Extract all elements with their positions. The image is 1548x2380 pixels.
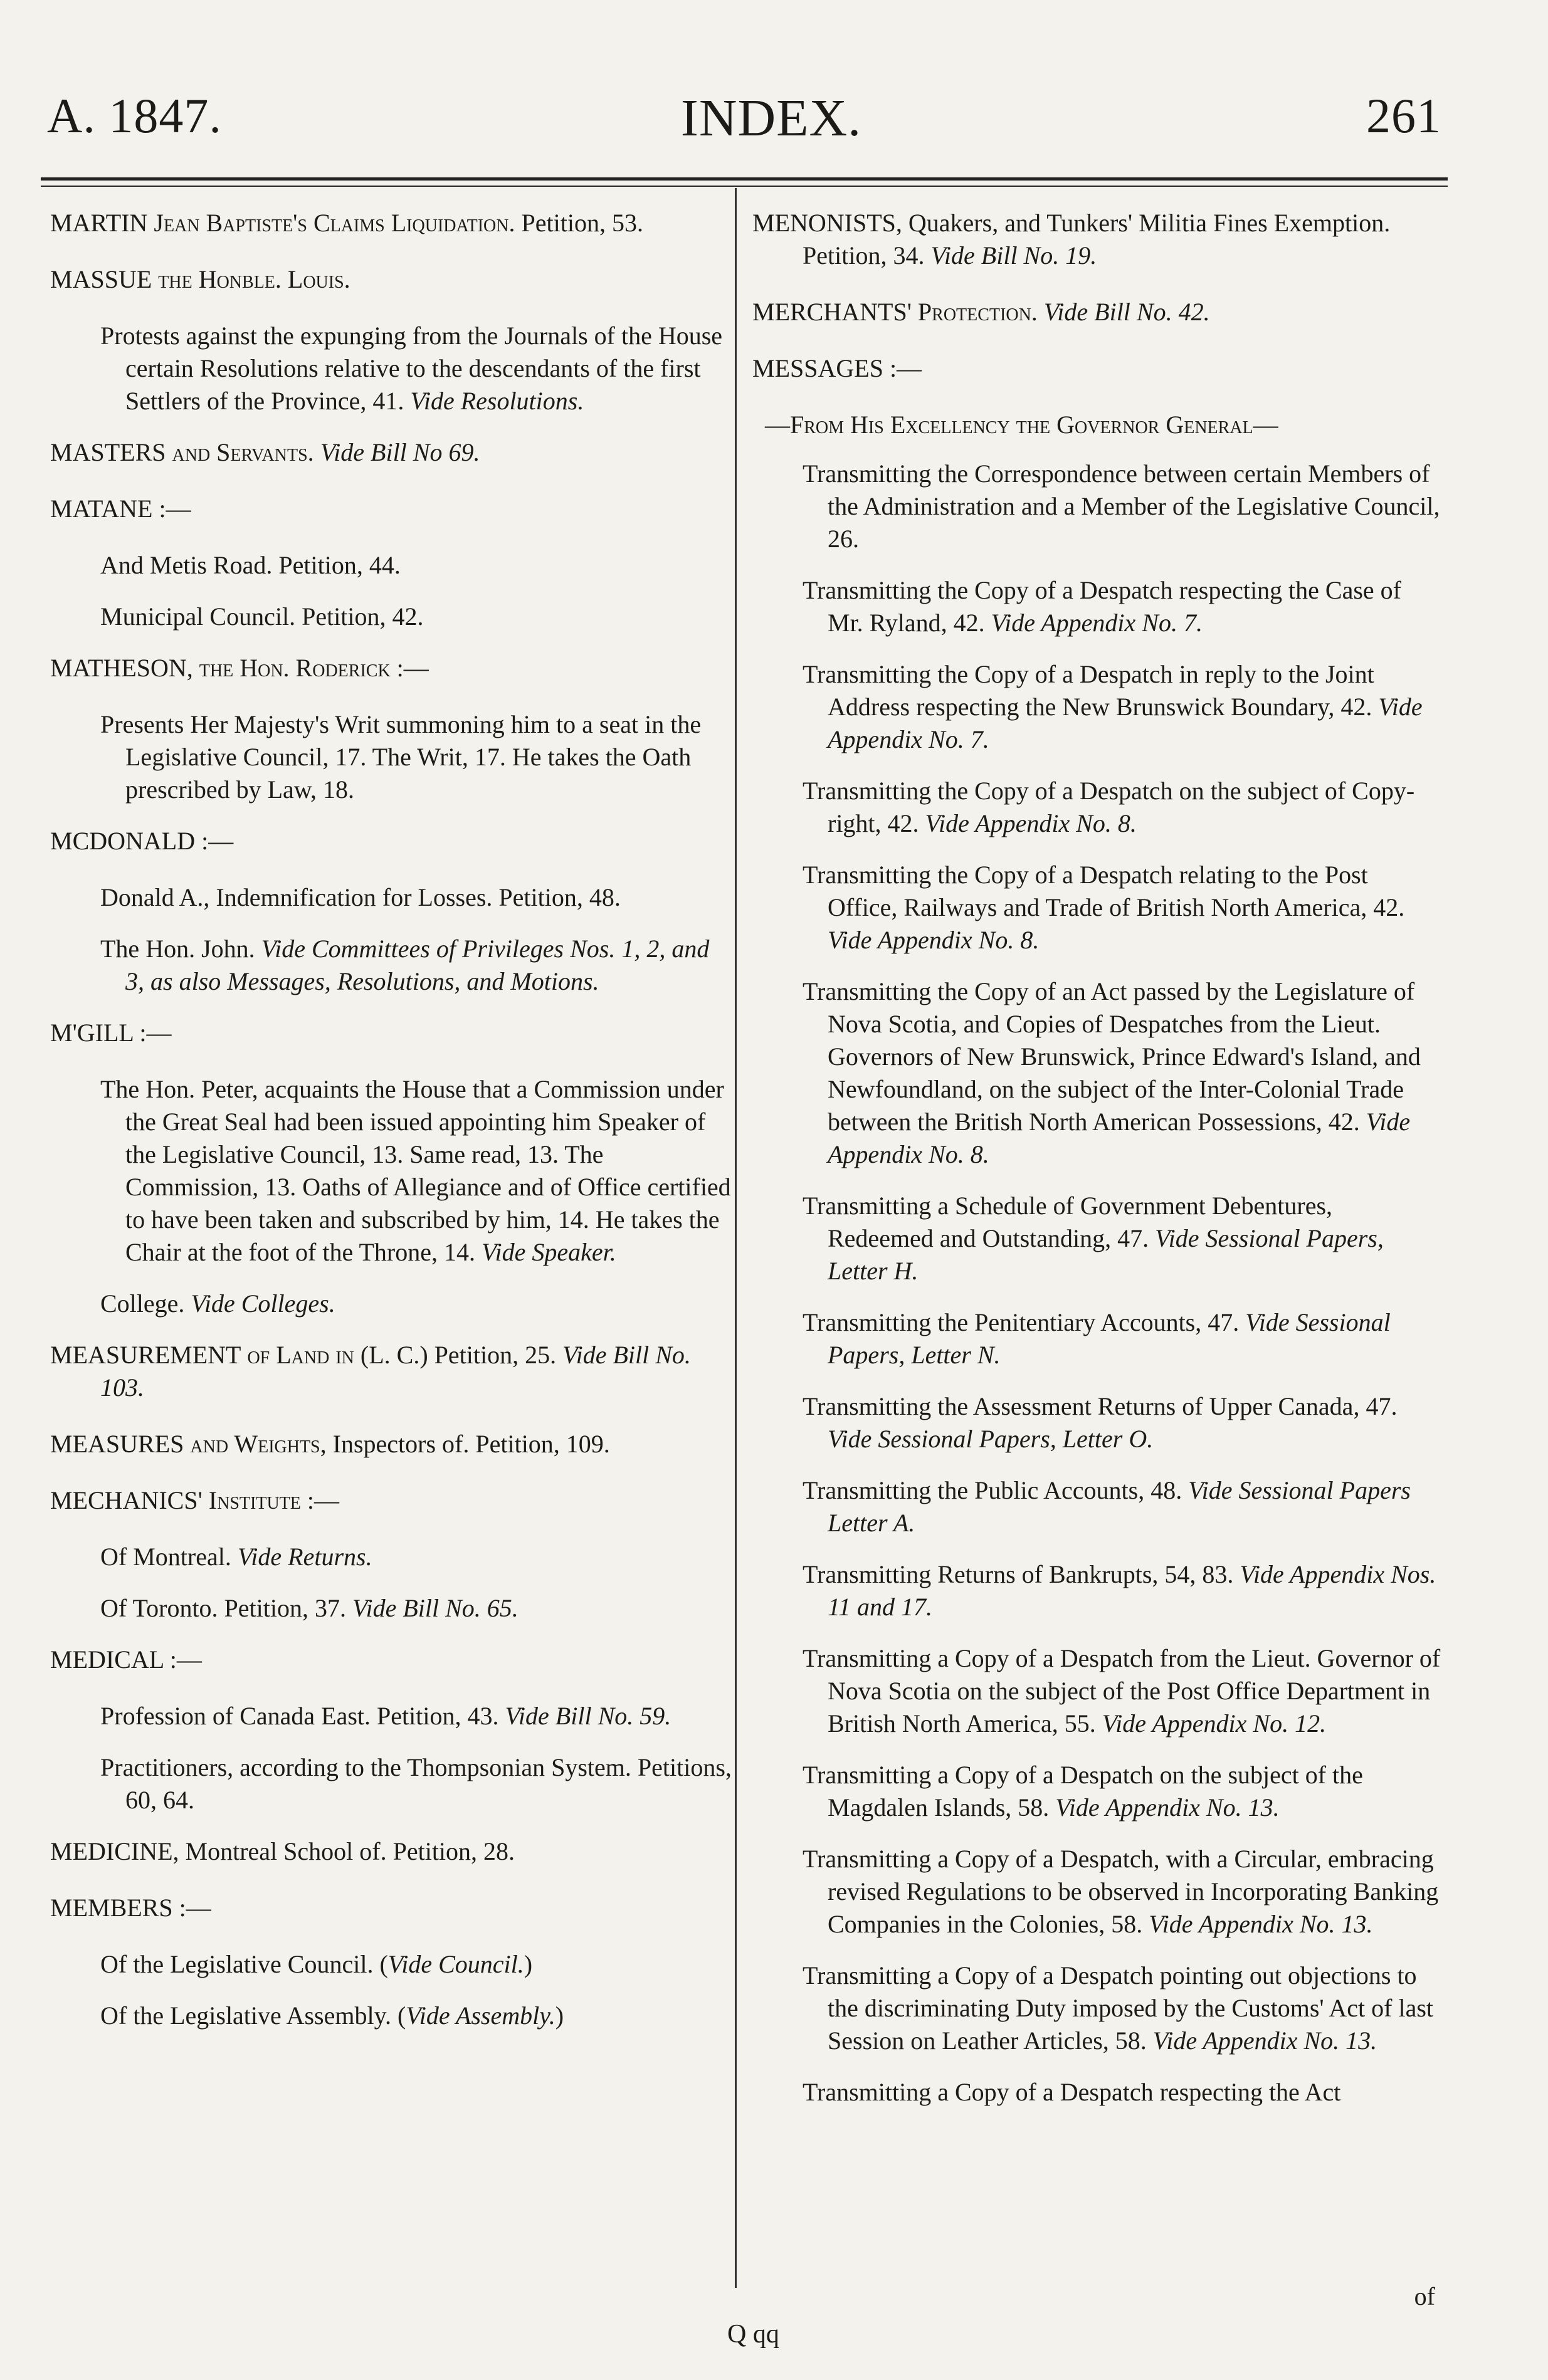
index-entry bbox=[50, 207, 734, 239]
subentry-reference: Vide Speaker. bbox=[475, 1238, 616, 1266]
subentry-text: Presents Her Majesty's Writ summoning him to a seat in the Legislative Council, 17. The Writ, 17. He takes the Oath prescribed by Law, 18. bbox=[100, 710, 702, 804]
entry-text: Inspectors of. Petition, 109. bbox=[326, 1430, 610, 1458]
entry-qualifier: Protection. bbox=[911, 298, 1038, 326]
index-subentry bbox=[803, 1642, 1442, 1740]
entry-reference: Vide Bill No. 103. bbox=[100, 1341, 691, 1402]
subentry-text: Transmitting the Copy of an Act passed by the Legislature of Nova Scotia, and Copies of Despatches from the Lieut. Governors of New Brunswick, Prince Edward's Island, and Newfoundland, on the subject of the Inter-Colonial Trade between the British North American Possessions, 42. bbox=[803, 977, 1421, 1136]
subentry-text: Transmitting the Copy of a Despatch respecting the Case of Mr. Ryland, 42. bbox=[803, 576, 1401, 637]
right-column bbox=[752, 207, 1442, 2127]
subentry-text: Transmitting a Copy of a Despatch pointing out objections to the discriminating Duty imposed by the Customs' Act of last Session on Leather Articles, 58. bbox=[803, 1961, 1434, 2055]
entry-reference: Vide Bill No 69. bbox=[313, 438, 480, 466]
index-subentry bbox=[803, 1558, 1442, 1623]
entry-qualifier: of Land in bbox=[241, 1341, 354, 1369]
subentry-text: Donald A., Indemnification for Losses. Petition, 48. bbox=[100, 883, 621, 911]
index-entry bbox=[50, 1484, 734, 1517]
entry-text: Petition, 53. bbox=[515, 209, 643, 237]
index-subentry bbox=[100, 1948, 734, 1981]
subentry-tail: ) bbox=[524, 1950, 533, 1978]
index-subentry bbox=[100, 1073, 734, 1269]
entry-qualifier: the Honble. Louis. bbox=[152, 265, 350, 293]
entry-reference: Vide Bill No. 19. bbox=[924, 241, 1097, 270]
subentry-text: Transmitting a Schedule of Government Debentures, Redeemed and Outstanding, 47. bbox=[803, 1192, 1333, 1252]
index-subentry bbox=[100, 1751, 734, 1816]
subentry-reference: Vide Appendix No. 8. bbox=[919, 809, 1137, 837]
index-subentry bbox=[100, 881, 734, 914]
subentry-reference: Vide Assembly. bbox=[406, 2001, 555, 2030]
index-entry bbox=[752, 352, 1442, 385]
entry-headword: MEASUREMENT bbox=[50, 1341, 241, 1369]
subentry-text: Profession of Canada East. Petition, 43. bbox=[100, 1702, 499, 1730]
column-divider bbox=[735, 188, 737, 2288]
index-subentry bbox=[803, 1306, 1442, 1371]
entry-subheading bbox=[765, 409, 1442, 441]
subentry-reference: Vide Sessional Papers Letter A. bbox=[828, 1476, 1411, 1537]
entry-headword: MEDICAL :— bbox=[50, 1645, 202, 1674]
index-subentry bbox=[100, 320, 734, 417]
subentry-text: Transmitting the Correspondence between certain Members of the Administration and a Member of the Legislative Council, 26. bbox=[803, 459, 1440, 553]
subentry-text: Transmitting a Copy of a Despatch on the subject of the Magdalen Islands, 58. bbox=[803, 1761, 1363, 1822]
index-entry bbox=[50, 1017, 734, 1049]
entry-qualifier: Jean Baptiste's Claims Liquidation. bbox=[147, 209, 515, 237]
subentry-text: Transmitting the Copy of a Despatch in reply to the Joint Address respecting the New Brunswick Boundary, 42. bbox=[803, 660, 1374, 721]
entry-headword: MEASURES bbox=[50, 1430, 184, 1458]
subentry-reference: Vide Appendix No. 7. bbox=[984, 609, 1203, 637]
index-subentry bbox=[100, 708, 734, 806]
header-year: A. 1847. bbox=[47, 88, 222, 143]
entry-text: (L. C.) Petition, 25. bbox=[354, 1341, 557, 1369]
subentry-reference: Vide Appendix No. 8. bbox=[828, 926, 1040, 954]
subentry-reference: Vide Appendix Nos. 11 and 17. bbox=[828, 1560, 1436, 1621]
index-subentry bbox=[803, 975, 1442, 1171]
index-subentry bbox=[803, 1759, 1442, 1824]
subentry-text: College. bbox=[100, 1289, 185, 1318]
index-entry bbox=[50, 825, 734, 857]
index-entry bbox=[752, 296, 1442, 328]
index-entry bbox=[752, 207, 1442, 272]
subentry-text: Of Montreal. bbox=[100, 1543, 231, 1571]
entry-headword: M'GILL :— bbox=[50, 1019, 172, 1047]
subentry-reference: Vide Council. bbox=[387, 1950, 524, 1978]
header-rule-thick bbox=[41, 177, 1448, 181]
subentry-text: Transmitting a Copy of a Despatch from the Lieut. Governor of Nova Scotia on the subject of the Post Office Department in British North America, 55. bbox=[803, 1644, 1441, 1738]
subentry-reference: Vide Returns. bbox=[231, 1543, 372, 1571]
index-entry bbox=[50, 263, 734, 296]
index-subentry bbox=[803, 775, 1442, 840]
index-subentry bbox=[803, 1843, 1442, 1941]
index-subentry bbox=[100, 933, 734, 998]
subentry-text: Municipal Council. Petition, 42. bbox=[100, 602, 424, 631]
index-entry bbox=[50, 436, 734, 469]
subentry-text: Transmitting the Penitentiary Accounts, 47. bbox=[803, 1308, 1240, 1336]
index-entry bbox=[50, 1892, 734, 1924]
index-entry bbox=[50, 1428, 734, 1460]
subentry-reference: Vide Appendix No. 13. bbox=[1142, 1910, 1373, 1938]
index-subentry bbox=[803, 1190, 1442, 1287]
subentry-reference: Vide Appendix No. 13. bbox=[1146, 2026, 1377, 2055]
index-entry bbox=[50, 1339, 734, 1404]
index-subentry bbox=[100, 1700, 734, 1733]
index-subentry bbox=[803, 859, 1442, 957]
subentry-reference: Vide Resolutions. bbox=[404, 387, 584, 415]
subentry-text: Transmitting a Copy of a Despatch, with a Circular, embracing revised Regulations to be observed in Incorporating Banking Companies in the Colonies, 58. bbox=[803, 1845, 1439, 1938]
subentry-text: The Hon. Peter, acquaints the House that a Commission under the Great Seal had been issued appointing him Speaker of the Legislative Council, 13. Same read, 13. The Commission, 13. Oaths of Allegiance and of Office certified to have been taken and subscribed by him, 14. He takes the Chair at the foot of the Throne, 14. bbox=[100, 1075, 731, 1266]
entry-headword: MATHESON, bbox=[50, 654, 193, 682]
catchword: of bbox=[1414, 2282, 1435, 2310]
index-subentry bbox=[803, 1959, 1442, 2057]
index-subentry bbox=[803, 1474, 1442, 1539]
entry-qualifier: and Servants. bbox=[166, 438, 314, 466]
subentry-reference: Vide Appendix No. 12. bbox=[1095, 1709, 1327, 1738]
index-subentry bbox=[803, 574, 1442, 639]
signature-mark: Q qq bbox=[727, 2320, 779, 2349]
index-subentry bbox=[803, 458, 1442, 555]
subentry-text: Transmitting the Copy of a Despatch relating to the Post Office, Railways and Trade of British North America, 42. bbox=[803, 861, 1405, 921]
entry-reference: Vide Bill No. 42. bbox=[1037, 298, 1210, 326]
index-subentry bbox=[100, 549, 734, 582]
subentry-text: Transmitting Returns of Bankrupts, 54, 83. bbox=[803, 1560, 1234, 1588]
subentry-reference: Vide Appendix No. 8. bbox=[828, 1108, 1411, 1168]
subentry-text: Practitioners, according to the Thompsonian System. Petitions, 60, 64. bbox=[100, 1753, 732, 1814]
entry-headword: MASTERS bbox=[50, 438, 166, 466]
index-subentry bbox=[803, 658, 1442, 756]
subheading-text: —From His Excellency the Governor General— bbox=[765, 411, 1278, 439]
subentry-reference: Vide Sessional Papers, Letter H. bbox=[828, 1224, 1384, 1285]
index-subentry bbox=[803, 2076, 1442, 2109]
entry-headword: MENONISTS, bbox=[752, 209, 902, 237]
subentry-reference: Vide Colleges. bbox=[184, 1289, 335, 1318]
index-subentry bbox=[100, 2000, 734, 2032]
left-column bbox=[50, 207, 734, 2051]
subentry-tail: ) bbox=[555, 2001, 564, 2030]
page-number: 261 bbox=[1366, 88, 1441, 143]
subentry-text: Of the Legislative Assembly. ( bbox=[100, 2001, 406, 2030]
subentry-reference: Vide Sessional Papers, Letter N. bbox=[828, 1308, 1391, 1369]
entry-headword: MEDICINE, bbox=[50, 1837, 179, 1865]
subentry-text: And Metis Road. Petition, 44. bbox=[100, 551, 401, 579]
entry-text: Quakers, and Tunkers' Militia Fines Exemption. Petition, 34. bbox=[803, 209, 1391, 270]
entry-qualifier: Institute :— bbox=[202, 1486, 339, 1514]
subentry-text: Protests against the expunging from the Journals of the House certain Resolutions relative to the descendants of the first Settlers of the Province, 41. bbox=[100, 322, 723, 415]
index-entry bbox=[50, 1835, 734, 1868]
index-entry bbox=[50, 493, 734, 525]
entry-headword: MARTIN bbox=[50, 209, 148, 237]
subentry-reference: Vide Bill No. 59. bbox=[498, 1702, 671, 1730]
subentry-text: Transmitting the Public Accounts, 48. bbox=[803, 1476, 1182, 1504]
subentry-text: The Hon. John. bbox=[100, 935, 255, 963]
subentry-text: Transmitting a Copy of a Despatch respecting the Act bbox=[803, 2078, 1341, 2106]
index-subentry bbox=[100, 1592, 734, 1625]
subentry-text: Transmitting the Assessment Returns of Upper Canada, 47. bbox=[803, 1392, 1398, 1420]
entry-headword: MCDONALD :— bbox=[50, 827, 234, 855]
entry-qualifier: and Weights, bbox=[184, 1430, 327, 1458]
entry-text: Montreal School of. Petition, 28. bbox=[179, 1837, 515, 1865]
index-entry bbox=[50, 652, 734, 684]
header-rule-thin bbox=[41, 186, 1448, 187]
subentry-text: Of Toronto. Petition, 37. bbox=[100, 1594, 347, 1622]
subentry-text: Of the Legislative Council. ( bbox=[100, 1950, 388, 1978]
index-entry bbox=[50, 1643, 734, 1676]
subentry-reference: Vide Committees of Privileges Nos. 1, 2, and 3, as also Messages, Resolutions, and Motions. bbox=[125, 935, 710, 995]
subentry-reference: Vide Bill No. 65. bbox=[346, 1594, 519, 1622]
subentry-reference: Vide Sessional Papers, Letter O. bbox=[828, 1425, 1154, 1453]
entry-headword: MEMBERS :— bbox=[50, 1894, 211, 1922]
entry-qualifier: the Hon. Roderick :— bbox=[192, 654, 429, 682]
entry-headword: MATANE :— bbox=[50, 495, 191, 523]
entry-headword: MERCHANTS' bbox=[752, 298, 912, 326]
header-title: INDEX. bbox=[680, 89, 862, 147]
subentry-text: Transmitting the Copy of a Despatch on the subject of Copy-right, 42. bbox=[803, 777, 1415, 837]
index-subentry bbox=[100, 1541, 734, 1573]
index-subentry bbox=[803, 1390, 1442, 1455]
subentry-reference: Vide Appendix No. 13. bbox=[1049, 1793, 1280, 1822]
subentry-reference: Vide Appendix No. 7. bbox=[828, 693, 1423, 753]
entry-headword: MASSUE bbox=[50, 265, 152, 293]
entry-headword: MESSAGES :— bbox=[752, 354, 922, 382]
entry-headword: MECHANICS' bbox=[50, 1486, 203, 1514]
index-subentry bbox=[100, 600, 734, 633]
index-subentry bbox=[100, 1287, 734, 1320]
